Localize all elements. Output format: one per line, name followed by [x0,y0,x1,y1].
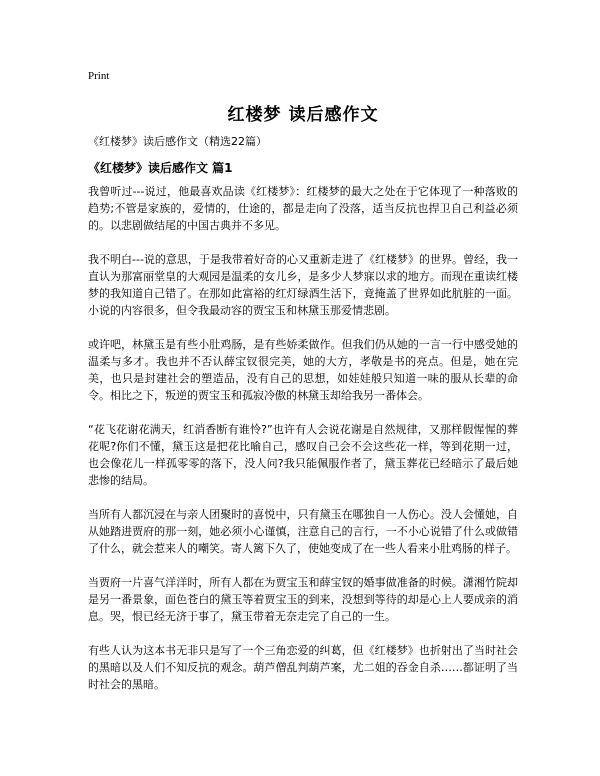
section-heading: 《红楼梦》读后感作文 篇1 [88,161,233,175]
page-title: 红楼梦 读后感作文 [227,105,379,125]
paragraph: “花飞花谢花满天，红消香断有谁怜?”也许有人会说花谢是自然规律，又那样假惺惺的葬花呢?你们不懂，黛玉这是把花比喻自己，感叹自己会不会这些花一样，等到花期一过，也会像花儿一样孤零零的落下，没人问?我只能佩服作者了，黛玉葬花已经暗示了最后她悲惨的结局。 [88,423,518,487]
paragraph: 我不明白---说的意思，于是我带着好奇的心又重新走进了《红楼梦》的世界。曾经，我一直认为那富丽堂皇的大观园是温柔的女儿乡，是多少人梦寐以求的地方。而现在重读红楼梦的我知道自己错了。在那如此富裕的红灯绿酒生活下，竟掩盖了世界如此肮脏的一面。小说的内容很多，但令我最动容的贾宝玉和林黛玉那爱情悲剧。 [88,253,518,317]
print-link[interactable]: Print [88,70,110,82]
article-body [88,183,518,710]
paragraph: 当贾府一片喜气洋洋时，所有人都在为贾宝玉和薛宝钗的婚事做准备的时候。潇湘竹院却是另一番景象，面色苍白的黛玉等着贾宝玉的到来，没想到等待的却是心上人要成亲的消息。哭，恨已经无济于事了，黛玉带着无奈走完了自己的一生。 [88,576,518,623]
paragraph: 有些人认为这本书无非只是写了一个三角恋爱的纠葛，但《红楼梦》也折射出了当时社会的黑暗以及人们不知反抗的观念。葫芦僧乱判葫芦案，尤二姐的吞金自杀……都证明了当时社会的黑暗。 [88,644,518,691]
paragraph: 当所有人都沉浸在与亲人团聚时的喜悦中，只有黛玉在哪独自一人伤心。没人会懂她，自从她踏进贾府的那一刻，她必须小心谨慎，注意自己的言行，一不小心说错了什么或做错了什么，就会惹来人的嘲笑。寄人篱下久了，使她变成了在一些人看来小肚鸡肠的样子。 [88,508,518,555]
paragraph: 我曾听过---说过，他最喜欢品读《红楼梦》：红楼梦的最大之处在于它体现了一种落败的趋势;不管是家族的，爱情的，仕途的，都是走向了没落，适当反抗也捍卫自己利益必须的。以悲剧做结尾的中国古典并不多见。 [88,185,518,232]
paragraph: 或许吧，林黛玉是有些小肚鸡肠，是有些娇柔做作。但我们仍从她的一言一行中感受她的温柔与多才。我也并不否认薛宝钗很完美，她的大方，孝敬是书的亮点。但是，她在完美，也只是封建社会的塑造品，没有自己的思想，如娃娃般只知道一味的服从长辈的命令。相比之下，叛逆的贾宝玉和孤寂冷傲的林黛玉却给我另一番体会。 [88,338,518,402]
document-subtitle: 《红楼梦》读后感作文（精选22篇） [88,135,267,148]
